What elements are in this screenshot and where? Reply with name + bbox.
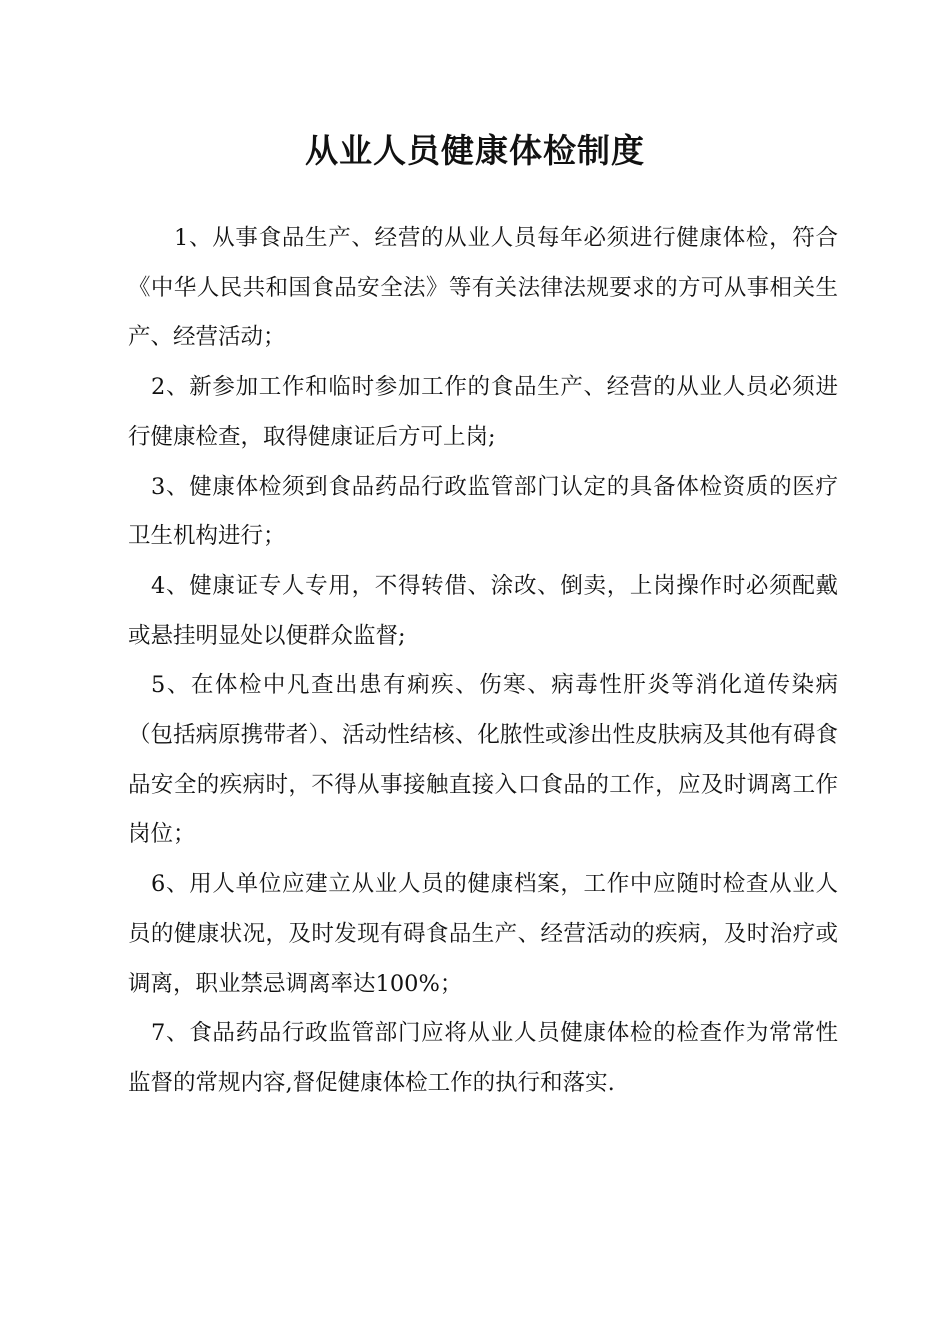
document-body bbox=[128, 214, 838, 1109]
clause-4: 4、健康证专人专用，不得转借、涂改、倒卖，上岗操作时必须配戴或悬挂明显处以便群众监督; bbox=[128, 572, 838, 649]
document-title: 从业人员健康体检制度 bbox=[305, 131, 645, 170]
clause-5: 5、在体检中凡查出患有痢疾、伤寒、病毒性肝炎等消化道传染病（包括病原携带者）、活动性结核、化脓性或渗出性皮肤病及其他有碍食品安全的疾病时，不得从事接触直接入口食品的工作，应及时调离工作岗位； bbox=[128, 672, 838, 848]
clause-3: 3、健康体检须到食品药品行政监管部门认定的具备体检资质的医疗卫生机构进行； bbox=[128, 473, 838, 550]
clause-6: 6、用人单位应建立从业人员的健康档案，工作中应随时检查从业人员的健康状况，及时发现有碍食品生产、经营活动的疾病，及时治疗或调离，职业禁忌调离率达100%； bbox=[128, 871, 838, 997]
clause-7: 7、食品药品行政监管部门应将从业人员健康体检的检查作为常常性监督的常规内容,督促健康体检工作的执行和落实. bbox=[128, 1020, 838, 1096]
clause-1: 1、从事食品生产、经营的从业人员每年必须进行健康体检，符合《中华人民共和国食品安全法》等有关法律法规要求的方可从事相关生产、经营活动； bbox=[128, 225, 838, 351]
clause-2: 2、新参加工作和临时参加工作的食品生产、经营的从业人员必须进行健康检查，取得健康证后方可上岗; bbox=[128, 374, 838, 450]
